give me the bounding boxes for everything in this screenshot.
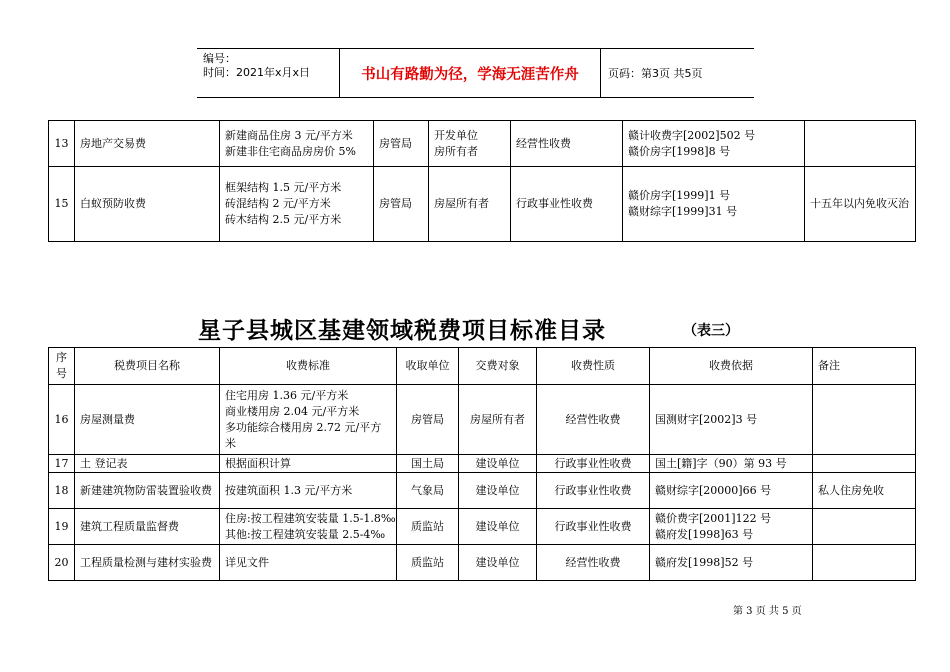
payer: 房屋所有者 <box>459 385 537 455</box>
fee-nature: 行政事业性收费 <box>537 509 650 545</box>
column-header-standard: 收费标准 <box>220 348 397 385</box>
note <box>813 509 916 545</box>
note <box>813 455 916 473</box>
row-number: 16 <box>49 385 75 455</box>
collector: 房管局 <box>397 385 459 455</box>
fee-basis: 赣财综字[20000]66 号 <box>650 473 813 509</box>
header-page-label: 页码：第3页 共5页 <box>608 67 703 80</box>
table-row <box>49 455 916 473</box>
note <box>813 385 916 455</box>
fee-basis: 赣计收费字[2002]502 号 赣价房字[1998]8 号 <box>623 121 805 167</box>
collector: 质监站 <box>397 545 459 581</box>
fee-table-continued <box>48 120 916 242</box>
fee-table <box>48 347 916 581</box>
document-title: 星子县城区基建领域税费项目标准目录 <box>198 317 606 344</box>
table-row <box>49 545 916 581</box>
fee-nature: 经营性收费 <box>511 121 623 167</box>
fee-basis: 赣价费字[2001]122 号 赣府发[1998]63 号 <box>650 509 813 545</box>
row-number: 19 <box>49 509 75 545</box>
column-header-basis: 收费依据 <box>650 348 813 385</box>
payer: 房屋所有者 <box>429 167 511 242</box>
table-row <box>49 385 916 455</box>
fee-nature: 行政事业性收费 <box>511 167 623 242</box>
fee-name: 白蚁预防收费 <box>75 167 220 242</box>
date-label: 时间：2021年x月x日 <box>203 66 311 79</box>
table-row <box>49 167 916 242</box>
column-header-name: 税费项目名称 <box>75 348 220 385</box>
number-label: 编号： <box>203 52 236 65</box>
fee-name: 工程质量检测与建材实验费 <box>75 545 220 581</box>
fee-basis: 国测财字[2002]3 号 <box>650 385 813 455</box>
note <box>805 121 916 167</box>
note: 私人住房免收 <box>813 473 916 509</box>
row-number: 20 <box>49 545 75 581</box>
fee-standard: 按建筑面积 1.3 元/平方米 <box>220 473 397 509</box>
fee-name: 建筑工程质量监督费 <box>75 509 220 545</box>
page-header <box>197 48 754 98</box>
table-header-row <box>49 348 916 385</box>
fee-nature: 行政事业性收费 <box>537 473 650 509</box>
table-row <box>49 509 916 545</box>
fee-standard: 住房:按工程建筑安装量 1.5-1.8‰ 其他:按工程建筑安装量 2.5-4‰ <box>220 509 397 545</box>
fee-nature: 行政事业性收费 <box>537 455 650 473</box>
fee-standard: 框架结构 1.5 元/平方米 砖混结构 2 元/平方米 砖木结构 2.5 元/平方米 <box>220 167 374 242</box>
document-subtitle: （表三） <box>683 323 739 339</box>
fee-basis: 国土[籍]字（90）第 93 号 <box>650 455 813 473</box>
note: 十五年以内免收灭治 <box>805 167 916 242</box>
row-number: 15 <box>49 167 75 242</box>
payer: 建设单位 <box>459 473 537 509</box>
payer: 开发单位 房所有者 <box>429 121 511 167</box>
fee-name: 房地产交易费 <box>75 121 220 167</box>
column-header-number: 序号 <box>49 348 75 385</box>
fee-nature: 经营性收费 <box>537 385 650 455</box>
fee-name: 房屋测量费 <box>75 385 220 455</box>
row-number: 18 <box>49 473 75 509</box>
table-row <box>49 473 916 509</box>
fee-standard: 详见文件 <box>220 545 397 581</box>
fee-standard: 住宅用房 1.36 元/平方米 商业楼用房 2.04 元/平方米 多功能综合楼用房 2.72 元/平方米 <box>220 385 397 455</box>
collector: 气象局 <box>397 473 459 509</box>
collector: 房管局 <box>374 121 429 167</box>
fee-name: 新建建筑物防雷装置验收费 <box>75 473 220 509</box>
header-meta <box>197 49 340 97</box>
collector: 国土局 <box>397 455 459 473</box>
fee-standard: 根据面积计算 <box>220 455 397 473</box>
fee-standard: 新建商品住房 3 元/平方米 新建非住宅商品房房价 5% <box>220 121 374 167</box>
row-number: 17 <box>49 455 75 473</box>
column-header-payer: 交费对象 <box>459 348 537 385</box>
payer: 建设单位 <box>459 509 537 545</box>
fee-nature: 经营性收费 <box>537 545 650 581</box>
fee-basis: 赣价房字[1999]1 号 赣财综字[1999]31 号 <box>623 167 805 242</box>
fee-name: 土 登记表 <box>75 455 220 473</box>
column-header-nature: 收费性质 <box>537 348 650 385</box>
column-header-note: 备注 <box>813 348 916 385</box>
row-number: 13 <box>49 121 75 167</box>
fee-basis: 赣府发[1998]52 号 <box>650 545 813 581</box>
page-footer: 第 3 页 共 5 页 <box>733 606 802 617</box>
collector: 质监站 <box>397 509 459 545</box>
header-motto: 书山有路勤为径，学海无涯苦作舟 <box>340 49 601 97</box>
column-header-collector: 收取单位 <box>397 348 459 385</box>
note <box>813 545 916 581</box>
collector: 房管局 <box>374 167 429 242</box>
payer: 建设单位 <box>459 545 537 581</box>
payer: 建设单位 <box>459 455 537 473</box>
table-row <box>49 121 916 167</box>
